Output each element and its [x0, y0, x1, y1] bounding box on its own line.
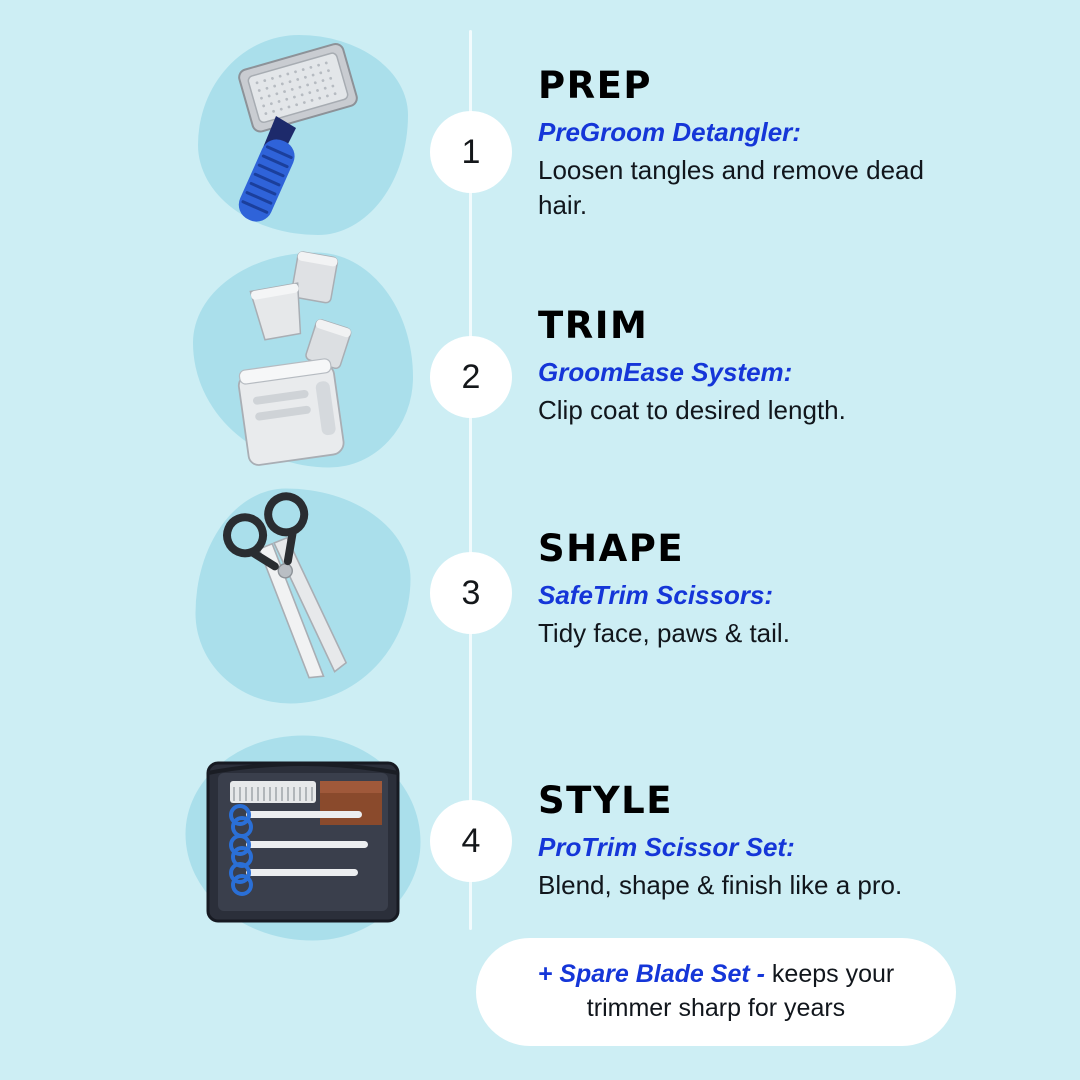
step-number-4: 4 [461, 821, 481, 860]
step-2-art [168, 245, 438, 475]
bonus-rest: keeps your trimmer sharp for years [586, 960, 895, 1022]
step-number-1: 1 [461, 132, 481, 171]
step-4-art [168, 725, 438, 950]
clipper-with-guide-combs-photo [168, 245, 438, 475]
slicker-brush-photo [168, 20, 438, 250]
step-3-art [168, 478, 438, 713]
step-heading-1: PREP [538, 64, 653, 107]
step-heading-2: TRIM [538, 304, 649, 347]
grooming-scissors-photo [168, 478, 438, 713]
step-heading-4: STYLE [538, 779, 674, 822]
step-badge-4 [430, 800, 512, 882]
step-product-4: ProTrim Scissor Set: [538, 831, 795, 862]
step-description-1: Loosen tangles and remove dead hair. [538, 155, 924, 221]
step-product-3: SafeTrim Scissors: [538, 579, 774, 610]
step-badge-3 [430, 552, 512, 634]
step-row-2 [0, 245, 1080, 475]
scissor-set-case-photo [168, 725, 438, 950]
step-text-3 [538, 528, 1043, 651]
step-text-2 [538, 305, 1043, 428]
step-1-art [168, 20, 438, 250]
step-row-4 [0, 725, 1080, 950]
step-product-1: PreGroom Detangler: [538, 116, 801, 147]
bonus-highlight: + Spare Blade Set - [537, 960, 765, 989]
step-text-1 [538, 65, 1043, 223]
step-badge-1 [430, 111, 512, 193]
step-row-3 [0, 478, 1080, 713]
step-row-1 [0, 20, 1080, 250]
step-heading-3: SHAPE [538, 527, 685, 570]
step-description-4: Blend, shape & finish like a pro. [538, 870, 903, 901]
step-product-2: GroomEase System: [538, 356, 793, 387]
step-number-2: 2 [461, 357, 481, 396]
step-description-2: Clip coat to desired length. [538, 395, 846, 426]
step-number-3: 3 [461, 573, 481, 612]
step-badge-2 [430, 336, 512, 418]
bonus-callout [476, 938, 956, 1046]
bonus-callout-text [502, 958, 930, 1026]
step-text-4 [538, 780, 1043, 903]
step-description-3: Tidy face, paws & tail. [538, 618, 790, 649]
